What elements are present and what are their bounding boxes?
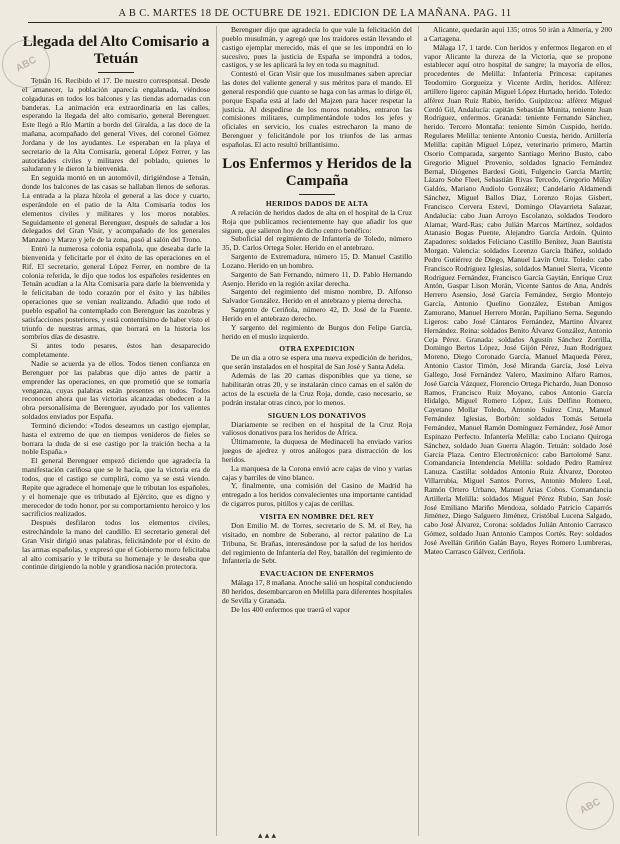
- column-3: [424, 26, 612, 838]
- paragraph: En seguida montó en un automóvil, dirigiéndose a Tetuán, donde los balcones de las casas se hallaban llenos de señoras. La entrada a la plaza hízola el general a las doce y cuarto, esperándole en el patio de la Alta Comisaría todos los elementos civiles y militares y los moros notables. Seguidamente el general Berenguer, después de saludar a los delegados del Gran Visir, y acompañado de los generales Manzano y Marzo y jefe de la zona, pasó al salón del Trono.: [22, 173, 210, 245]
- paragraph: Sargento de Ceriñola, número 42, D. José de la Fuente. Herido en el antebrazo derecho.: [222, 305, 412, 323]
- paragraph: Sargento de San Fernando, número 11, D. Pablo Hernando Asenjo. Herido en la región axilar derecha.: [222, 269, 412, 288]
- paragraph: Berenguer dijo que agradecía lo que vale la felicitación del pueblo musulmán, y agregó que los traidores están llevando el castigo ejemplar merecido, más el que se les impondrá en lo sucesivo, pues la justicia de España se impondrá a todos, castigos, y se les aplicará la ley en toda su magnitud.: [222, 26, 412, 70]
- paragraph: Si antes todo pesares, éstos han desaparecido completamente.: [22, 341, 210, 360]
- article-title-tetuan: Llegada del Alto Comisario a Tetuán: [22, 34, 210, 67]
- paragraph: Terminó diciendo: «Todos deseamos un castigo ejemplar, hasta el extremo de que en tiempos venideros de fieles se borrara la duda de si ese castigo por la traición hecha a la noble España.»: [22, 420, 210, 457]
- header-rule: [28, 22, 602, 23]
- paragraph: Después desfilaron todos los elementos civiles, estrechándole la mano del caudillo. El secretario general del Gran Visir dirigió unas palabras, felicitándole por el éxito de las armas españolas, y expresó que el Gobierno moro felicitaba al alto comisario y le tributa su homenaje y le deseaba que continúe dirigiendo la noble y grandiosa nación protectora.: [22, 518, 210, 572]
- page-header: A B C. MARTES 18 DE OCTUBRE DE 1921. EDICION DE LA MAÑANA. PAG. 11: [118, 8, 512, 19]
- paragraph: Nadie se acuerda ya de ellos. Todos tienen confianza en Berenguer por las palabras que dijo antes de partir a emprender las operaciones, en que prometió que se tomaría venganza, cuyas palabras están presentes en todos. Todos reconocen ahora que las victorias alcanzadas obedecen a la obra personalísima de Berenguer, ayudado por los valientes soldados enviados por España.: [22, 359, 210, 422]
- article-body-tetuan: [22, 77, 210, 572]
- paragraph: Málaga 17, 8 mañana. Anoche salió un hospital conduciendo 80 heridos, desembarcaron en Melilla para diferentes hospitales de Sevilla y Granada.: [222, 578, 412, 605]
- article-body-enfermos: [222, 199, 412, 615]
- paragraph: De los 400 enfermos que traerá el vapor: [231, 604, 351, 614]
- paragraph: Entró la numerosa colonia española, que deseaba darle la bienvenida y felicitarle por el éxito de las operaciones en el Rif. El secretario, general López Ferrer, en nombre de la colonia referida, le dijo que todos los españoles residentes en Tetuán acudían a la Alta Comisaría para darle la bienvenida y le felicitaban de todo corazón por el éxito y las hábiles operaciones que se venían realizando. Añadió que todo el pueblo español ha contemplado con Berenguer las zozobras y satisfacciones posteriores, y está contentísimo de haber visto el triunfo de nuestras armas, que borrará en la historia los sombríos días de desastre.: [22, 244, 210, 342]
- column-2: [222, 26, 412, 838]
- title-rule: [98, 72, 134, 73]
- paragraph: Y, finalmente, una comisión del Casino de Madrid ha entregado a los heridos convalecientes una importante cantidad de cigarros puros, pitillos y cajas de cerillas.: [222, 481, 412, 509]
- title-rule: [299, 194, 335, 195]
- paragraph: De un día a otro se espera una nueva expedición de heridos, que serán instalados en el hospital de San José y Santa Adela.: [222, 353, 412, 372]
- column-divider: [216, 26, 217, 836]
- paragraph: Málaga 17, 1 tarde. Con heridos y enfermos llegaron en el vapor Alicante la dureza de la Victoria, que se propone establecer aquí otro hospital de sangre; la mayoría de ellos, procedentes de Melilla: Infantería Princesa: capitanes Teodomiro Gorgueiza y Vicente Ardín, heridos. Alférez: artillero ligero: capitán Miguel López Hurtado, herido. Toledo: alférez Juan Ruiz Rabio, herido. Guipúzcoa: alférez Miguel Cerdó Gil, Andalucía: capitán Sebastián Munita, teniente Juan Rodríguez, enfermos. Granada: teniente Fernando Sánchez, herido. Tercero Montaña: teniente Simón Cuspido, herido. Regulares Melilla: teniente Antonio Cuesta, herido. Artillería Melilla: capitán Miguel López, veterinario primero, Martín Osorio Comparada, sargento Santiago Merino Busto, cabo Gregorio Miguel Provenio, soldados Ignacio Fernández Bernal, Diógenes Bardesí Goiti, Fulgencio García Martín; Lázaro Sobe Fleet, Sebastián Rivas Tercedo, Gregorio Múlay Galdós, Mariano Audiolo González; Candelario Aldamendi Sánchez, Miguel Ballos Díaz, Lorenzo Rojas Gisbert, Francisco Cervera Esteví, Domingo Olavarrieta Salazar, Andalucía: cabo Juan Arroyo Escolanzo, soldados Teodoro Alamar, Ward-Ras; cabo Julián Marcos Martínez, soldados Atanasio Bogas Puente, Alejandro García Ardoín. Quinto Zapadores: soldados Feliciano Castillo Benítez, Juan Bautista Morgan. Valencia: soldados Lorenzo García Ibáñez, soldado Pedro Gutiérrez de Diego, Manuel Lavín Ortiz. Toledo: cabo Francisco Rodríguez Iglesias, soldados Manuel Sierra, Vicente Rodríguez Fernández, Francisco García Gaytán, Enrique Cruz Antón, Gaspar Lison Morán, Vicente Santos de Ana, Andrés Herrero Asensio, José García Fernández, Sergio Montejo García, Antonio Quelino González, Esteban Amigos Zamorano, Manuel Herrero Morán, Papiliano Serna. Segundo Ligeros: cabo José Cántaros Fernández, Martino Álvarez Hernández. Reina: soldados Benito Álvarez González, Antonio Ceja Pérez. Granada: soldados Agustín Sánchez Zorrilla, Domingo Bertos López, José Gijón Pérez, Juan Rodríguez Moreno, Diego Coronado García, Manuel Maqueda Pérez, Antonio Castor Timón, José Miranda García, José Leiva Gallego, José Fernández Valero, Maximino Alfaro Ramos, José García Vázquez, Florencio Ortega Pichardo, Juan Donoso Ramos, Francisco Ruiz Moyano, cabos Antonio García Hidalgo, Miguel Romero López, Luis Delfino Romero, Cayetano Mollar Toledo, Antonio Suárez Cruz, Manuel Fernández Iglesias, Borbón: soldados Tomás Setuela Fernández, Manuel Ramón Domínguez Fernández, José Amor Espinazo Perfecto. Infantería Melilla: cabo Luciano Quiroga Sánchez, soldado Juan Guerra Alagón. Tetuán: soldado José García Plaza. Centro Electrotécnico: cabo Bartolomé Sanz. Comandancia Intendencia Melilla: soldado Pedro Ramírez Lanuza. Castilla: soldados Antonio Ruiz Álvarez, Doroteo Villarrubia, Miguel Santos Porres, Antonio Molero Leal, Ramón Ortero Urbano, Manuel Arias Cobos. Comandancia Artillería Melilla: soldados Miguel Pérez Rubio, San José: José Emiliano Mariño Mendoza, soldado Patricio Caparrós Jiménez, Diego Salguero Jiménez, Cristóbal Lucena Salgado, cabo José Álvarez, Corona: soldados Julián Antonio Carrasco Gómez, soldado Juan Antonio Campos Cortés. Rey: soldados José Avellán Griñón Galán Bayo, Reyes Romero Lumbreras, Mateo Carrasco Gálvez, Ceriñola.: [424, 42, 612, 556]
- column-divider: [418, 26, 419, 836]
- paragraph: Sargento del regimiento del mismo nombre, D. Alfonso Salvador González. Herido en el antebrazo y pierna derecha.: [222, 287, 412, 306]
- section-heading: HERIDOS DADOS DE ALTA: [265, 198, 369, 208]
- paragraph: Alicante, quedarán aquí 135; otros 50 irán a Almería, y 200 a Cartagena.: [424, 26, 612, 43]
- paragraph: El general Berenguer empezó diciendo que agradecía la manifestación cariñosa que se le hacía, que la victoria era de todos, que el castigo se cumplirá, como ya se está viendo. Repite que agradece el homenaje que le tributan los españoles, y el homenaje que es tributado al Ejército, que es digno y merecedor de todo honor, por su comportamiento heroico y los sacrificios realizados.: [22, 456, 210, 519]
- library-stamp: ABC: [558, 774, 620, 839]
- column-1: [22, 26, 210, 838]
- paragraph: Sargento de Extremadura, número 15, D. Manuel Castillo Lozano. Herido en un hombro.: [222, 252, 412, 270]
- paragraph: La marquesa de la Corona envió acre cajas de vino y varias cajas y barriles de vino blanco.: [222, 463, 412, 482]
- section-heading: EVACUACION DE ENFERMOS: [260, 569, 374, 579]
- paragraph: Últimamente, la duquesa de Medinaceli ha enviado varios juegos de ajedrez y otros análogos para distracción de los heridos.: [222, 437, 412, 464]
- section-heading: VISITA EN NOMBRE DEL REY: [259, 511, 375, 521]
- paragraph: Tetuán 16. Recibido el 17. De nuestro corresponsal. Desde el amanecer, la población aparecía engalanada, viéndose colgaduras en todos los balcones y las tiendas adornadas con banderas. La animación era extraordinaria en las calles, esperando la llegada del alto comisario, general Berenguer. Este llegó a Río Martín a bordo del Giralda, a las doce de la mañana, acompañado del general Vives, del coronel Gómez Jordana y de los ayudantes. Le esperaban en la playa el secretario de la Alta Comisaría, general López Ferrer, y las autoridades civiles y militares del poblado, quienes le saludaron y le dieron la bienvenida.: [22, 76, 210, 174]
- section-heading: OTRA EXPEDICION: [279, 344, 355, 354]
- paragraph: Contestó el Gran Visir que los musulmanes saben apreciar las dotes del valiente general y sus méritos para el mando. El general respondió que cuanto se haga con las armas lo dirige él, porque España está al lado del Majzen para hacer respetar la justicia. Al despedirse de los moros notables, entraron las comisiones militares, cumplimentándole todos los jefes y oficiales en servicio, los cuales estrecharon la mano de Berenguer y felicitándole por los triunfos de las armas españolas. El acto resultó brillantísimo.: [222, 69, 412, 149]
- paragraph: Suboficial del regimiento de Infantería de Toledo, número 35, D. Carlos Ortega Soler. Herido en el antebrazo.: [222, 234, 412, 253]
- end-ornament: ▴ ▴ ▴: [258, 830, 277, 840]
- library-stamp: ABC: [0, 32, 58, 97]
- article-continuation: [222, 26, 412, 150]
- casualty-list: [424, 26, 612, 557]
- paragraph: Y sargento del regimiento de Burgos don Felipe García, herido en el muslo izquierdo.: [222, 322, 412, 341]
- section-heading: SIGUEN LOS DONATIVOS: [267, 410, 367, 420]
- paragraph: Diariamente se reciben en el hospital de la Cruz Roja valiosos donativos para los heridos de África.: [222, 419, 412, 438]
- paragraph: Don Emilio M. de Torres, secretario de S. M. el Rey, ha visitado, en nombre de Soberano, al rector palatino de La Tribuna, Sr. Brañas, interesándose por la salud de los heridos del regimiento de Infantería del Rey, batallón del regimiento de Infantería de Sebt.: [222, 520, 412, 566]
- paragraph: Además de las 20 camas disponibles que ya tiene, se habilitarán otras 20, y se instalarán cinco camas en el salón de actos de la escuela de la Cruz Roja, donde, caso necesario, se podrán instalar otras cinco, por lo menos.: [222, 371, 412, 407]
- paragraph: A relación de heridos dados de alta en el hospital de la Cruz Roja que publicamos recientemente hay que añadir los que siguen, que salieron hoy de dicho centro benéfico:: [222, 207, 412, 235]
- article-title-enfermos: Los Enfermos y Heridos de la Campaña: [222, 155, 412, 189]
